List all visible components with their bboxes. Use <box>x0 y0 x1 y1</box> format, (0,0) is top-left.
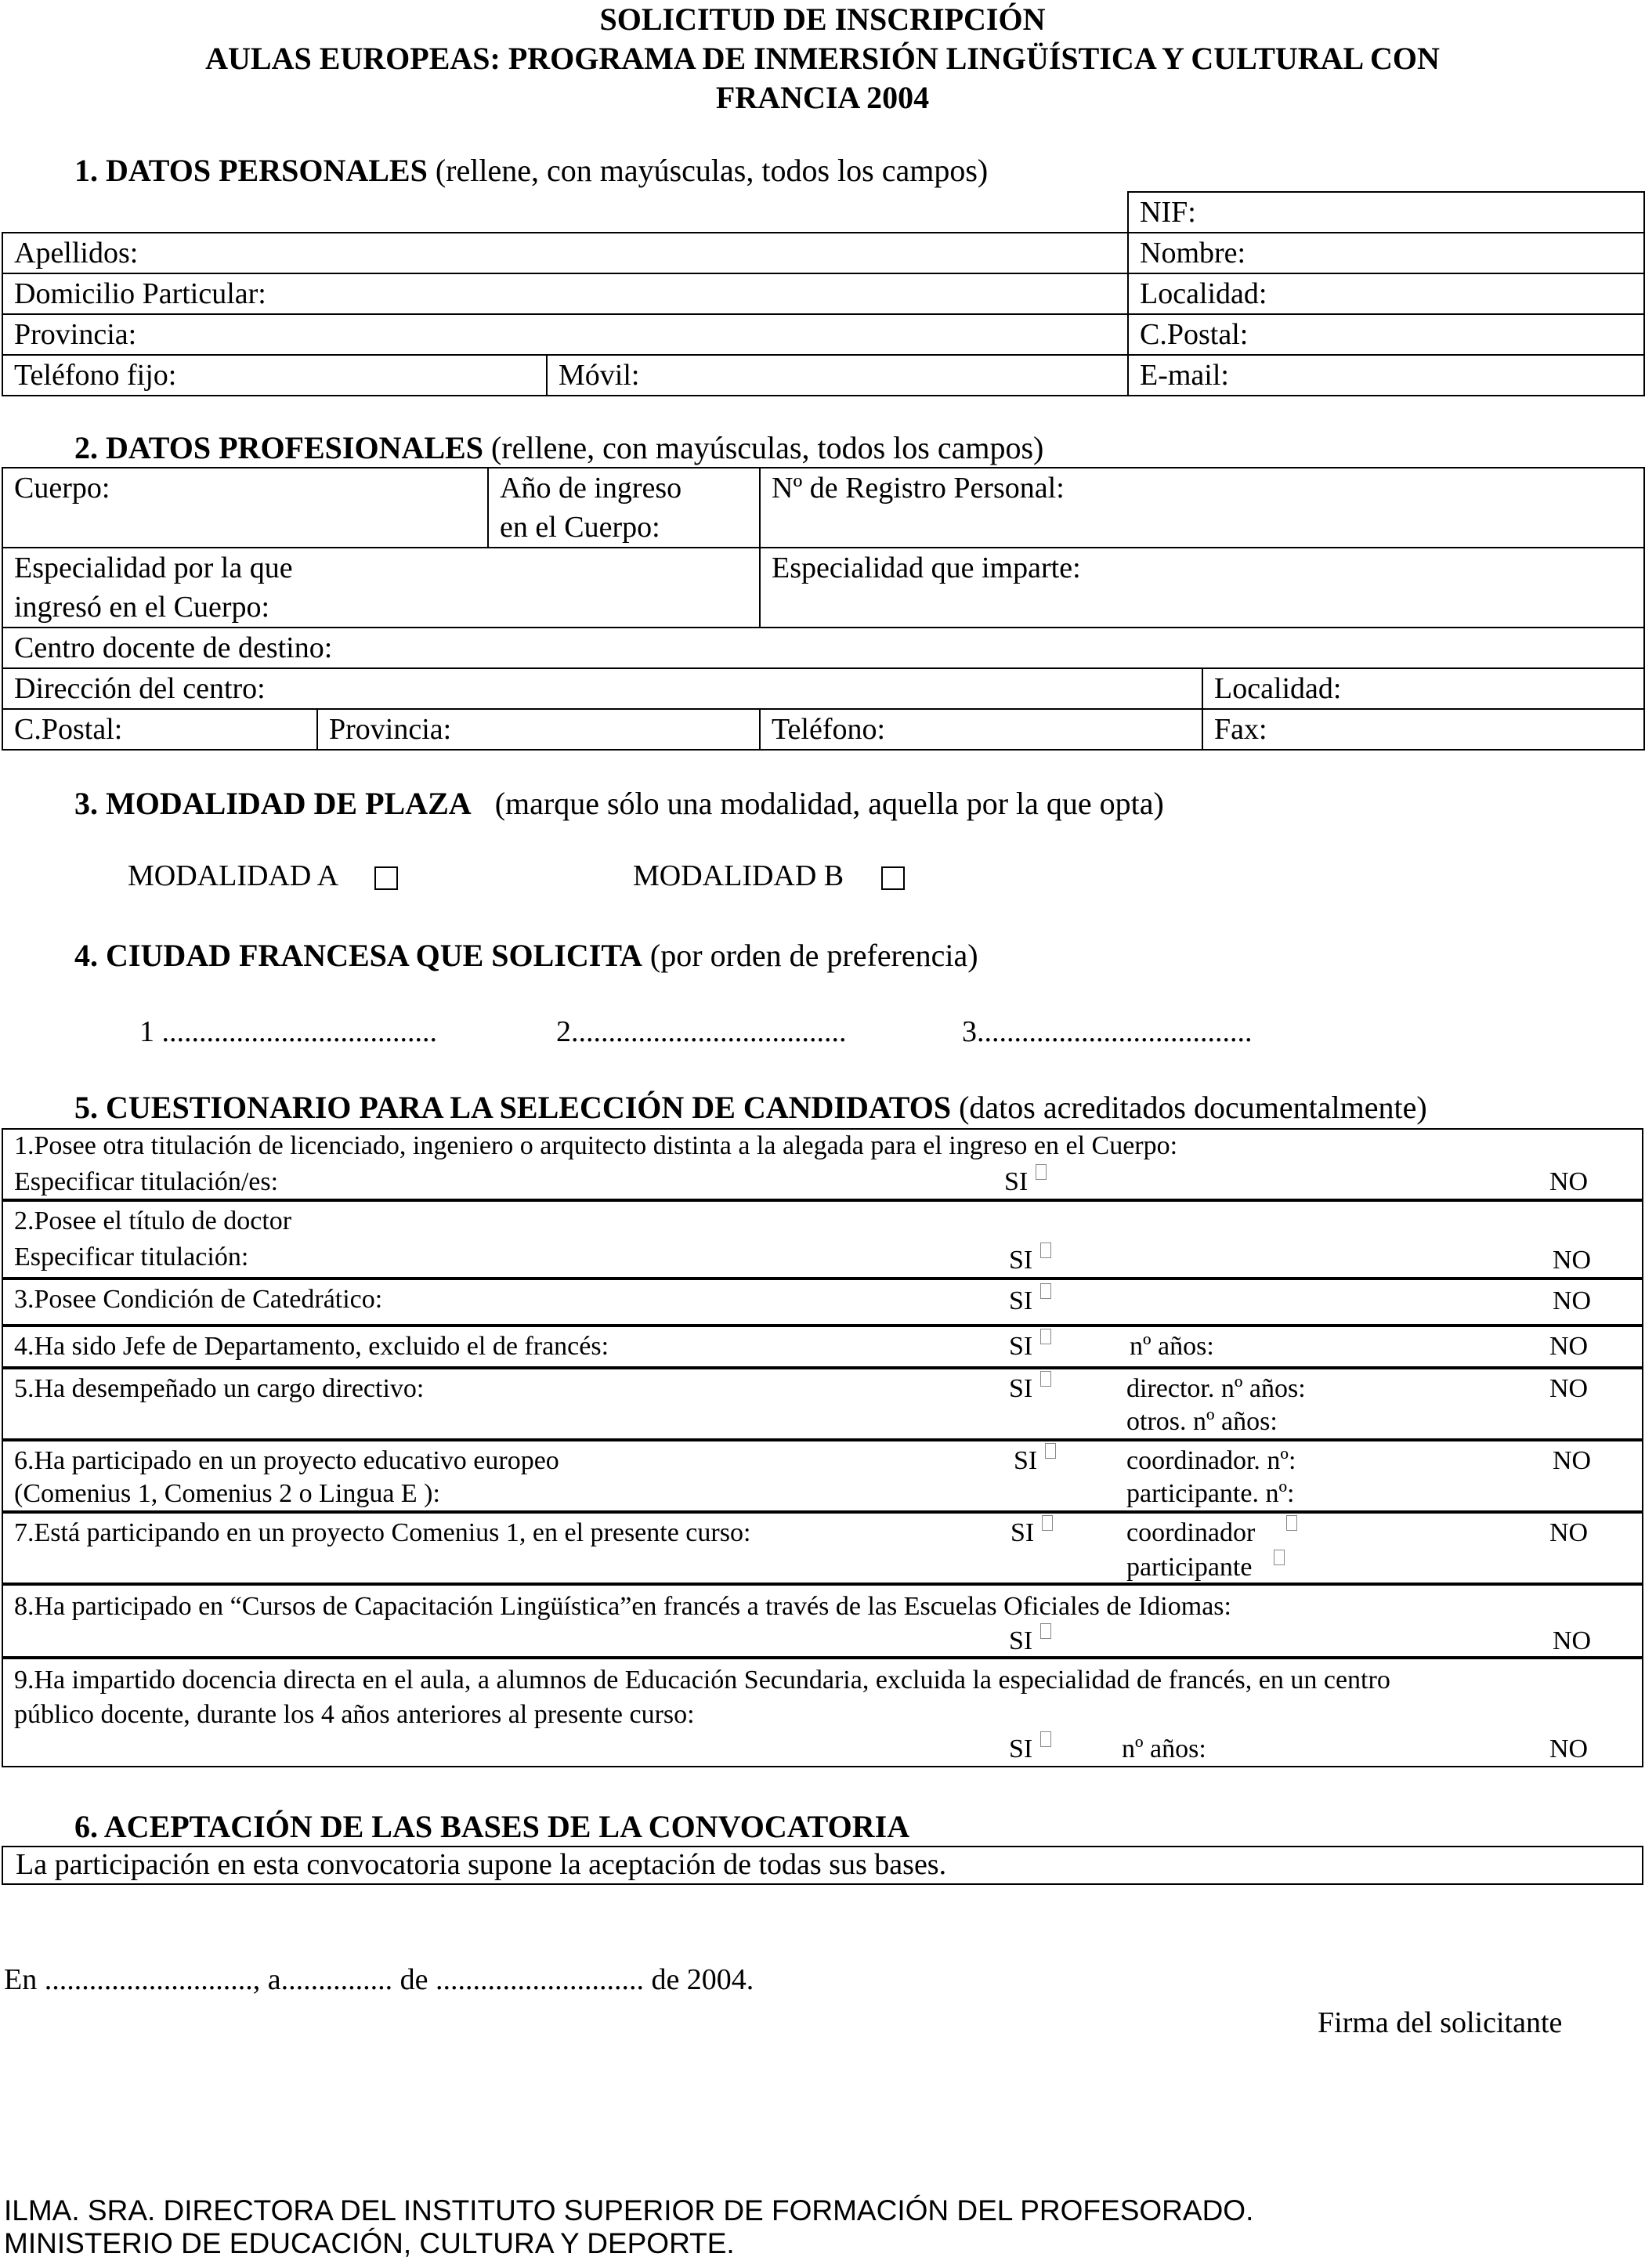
si-label: SI <box>1009 1626 1033 1655</box>
section-1-title: 1. DATOS PERSONALES <box>74 153 428 188</box>
acceptance-text: La participación en esta convocatoria supone la aceptación de todas sus bases. <box>16 1848 947 1881</box>
si-label: SI <box>1009 1332 1033 1361</box>
apellidos-field[interactable]: Apellidos: <box>2 233 1128 273</box>
question-6-no[interactable]: NO <box>1553 1446 1592 1475</box>
question-5-text: 5.Ha desempeñado un cargo directivo: <box>14 1374 425 1403</box>
si-label: SI <box>1009 1734 1033 1763</box>
title-line-3: FRANCIA 2004 <box>715 80 930 115</box>
question-3-row <box>2 1277 1643 1327</box>
checkbox-icon <box>1040 1623 1051 1639</box>
especialidad-ingreso-label-1: Especialidad por la que <box>14 552 293 584</box>
section-3-note: (marque sólo una modalidad, aquella por la que opta) <box>494 786 1164 821</box>
acceptance-box <box>2 1846 1643 1885</box>
section-5-heading <box>74 1089 1427 1126</box>
checkbox-icon <box>1045 1443 1056 1459</box>
question-7-participante[interactable] <box>1126 1550 1252 1586</box>
checkbox-icon <box>1040 1329 1051 1344</box>
section-3-title: 3. MODALIDAD DE PLAZA <box>74 786 472 821</box>
provincia-field[interactable]: Provincia: <box>2 314 1128 355</box>
si-label: SI <box>1004 1167 1029 1196</box>
section-1-heading <box>74 152 988 189</box>
question-4-row <box>2 1324 1643 1369</box>
modalidad-b <box>633 859 905 893</box>
localidad-field[interactable]: Localidad: <box>1128 273 1644 314</box>
question-9-row <box>2 1656 1643 1767</box>
section-2-note: (rellene, con mayúsculas, todos los campos) <box>490 430 1044 465</box>
question-5-row <box>2 1366 1643 1441</box>
question-9-no[interactable]: NO <box>1549 1734 1589 1763</box>
question-7-row <box>2 1510 1643 1586</box>
question-6-text: 6.Ha participado en un proyecto educativo europeo <box>14 1446 559 1475</box>
cpostal-field[interactable]: C.Postal: <box>1128 314 1644 355</box>
question-8-si[interactable] <box>1009 1623 1032 1659</box>
section-1-note: (rellene, con mayúsculas, todos los campos) <box>435 153 989 188</box>
especialidad-ingreso-field[interactable] <box>2 548 760 628</box>
question-9-si[interactable] <box>1009 1731 1032 1767</box>
question-6-row <box>2 1438 1643 1514</box>
checkbox-icon <box>1036 1164 1047 1180</box>
question-1-specify: Especificar titulación/es: <box>14 1167 279 1196</box>
section-2-title: 2. DATOS PROFESIONALES <box>74 430 483 465</box>
anio-ingreso-field[interactable] <box>488 468 760 548</box>
cpostal-centro-field[interactable]: C.Postal: <box>2 709 317 750</box>
question-8-row <box>2 1583 1643 1659</box>
section-6-heading <box>74 1808 909 1845</box>
section-3-heading <box>74 785 1164 822</box>
question-1-no[interactable]: NO <box>1549 1167 1589 1196</box>
question-1-si[interactable] <box>1004 1164 1028 1200</box>
centro-docente-field[interactable]: Centro docente de destino: <box>2 628 1644 668</box>
provincia-centro-field[interactable]: Provincia: <box>317 709 760 750</box>
checkbox-icon <box>1042 1515 1053 1531</box>
question-5-no[interactable]: NO <box>1549 1374 1589 1403</box>
modalidad-a-label: MODALIDAD A <box>128 859 338 892</box>
question-6-detail: (Comenius 1, Comenius 2 o Lingua E ): <box>14 1479 440 1508</box>
cuerpo-field[interactable]: Cuerpo: <box>2 468 488 548</box>
question-1-row <box>2 1128 1643 1202</box>
question-7-text: 7.Está participando en un proyecto Comenius 1, en el presente curso: <box>14 1518 751 1547</box>
question-6-coordinador[interactable]: coordinador. nº: <box>1126 1446 1296 1475</box>
nombre-field[interactable]: Nombre: <box>1128 233 1644 273</box>
question-3-text: 3.Posee Condición de Catedrático: <box>14 1285 383 1314</box>
signature-label: Firma del solicitante <box>1318 2006 1563 2039</box>
question-3-si[interactable] <box>1009 1283 1032 1319</box>
si-label: SI <box>1009 1286 1033 1315</box>
modalidad-a-checkbox[interactable] <box>374 866 398 890</box>
modalidad-a <box>128 859 398 893</box>
nif-field[interactable]: NIF: <box>1128 192 1644 233</box>
question-7-si[interactable] <box>1010 1515 1034 1551</box>
ciudad-2-field[interactable]: 2..................................... <box>556 1015 847 1048</box>
question-5-otros-years[interactable]: otros. nº años: <box>1126 1407 1278 1436</box>
anio-ingreso-label-1: Año de ingreso <box>500 472 682 505</box>
checkbox-icon <box>1040 1731 1051 1747</box>
question-6-si[interactable] <box>1014 1443 1037 1479</box>
title-line-1: SOLICITUD DE INSCRIPCIÓN <box>599 2 1046 37</box>
si-label: SI <box>1014 1446 1038 1475</box>
personal-data-table <box>2 191 1645 396</box>
question-9-text-1: 9.Ha impartido docencia directa en el aula, a alumnos de Educación Secundaria, excluida la especialidad de francés, en un centro <box>14 1666 1390 1695</box>
addressee-line-1: ILMA. SRA. DIRECTORA DEL INSTITUTO SUPERIOR DE FORMACIÓN DEL PROFESORADO. <box>4 2194 1254 2226</box>
fax-centro-field[interactable]: Fax: <box>1202 709 1644 750</box>
question-4-text: 4.Ha sido Jefe de Departamento, excluido el de francés: <box>14 1332 609 1361</box>
participante-label: participante <box>1126 1553 1253 1582</box>
checkbox-icon <box>1286 1515 1297 1531</box>
coordinador-label: coordinador <box>1126 1518 1256 1547</box>
especialidad-ingreso-label-2: ingresó en el Cuerpo: <box>14 591 270 624</box>
question-8-no[interactable]: NO <box>1553 1626 1592 1655</box>
telefono-field[interactable]: Teléfono fijo: <box>2 355 547 396</box>
localidad-centro-field[interactable]: Localidad: <box>1202 668 1644 709</box>
section-5-note: (datos acreditados documentalmente) <box>959 1090 1427 1125</box>
question-2-text: 2.Posee el título de doctor <box>14 1206 292 1235</box>
checkbox-icon <box>1040 1283 1051 1299</box>
movil-field[interactable]: Móvil: <box>547 355 1128 396</box>
registro-personal-field[interactable]: Nº de Registro Personal: <box>760 468 1644 548</box>
question-4-si[interactable] <box>1009 1329 1032 1365</box>
modalidad-b-label: MODALIDAD B <box>633 859 844 892</box>
title-line-2: AULAS EUROPEAS: PROGRAMA DE INMERSIÓN LINGÜÍSTICA Y CULTURAL CON <box>205 41 1440 76</box>
date-line[interactable]: En ............................, a............... de ............................ de 2004. <box>4 1963 754 1996</box>
question-2-no[interactable]: NO <box>1553 1246 1592 1275</box>
question-7-coordinador[interactable] <box>1126 1515 1255 1551</box>
question-1-text: 1.Posee otra titulación de licenciado, ingeniero o arquitecto distinta a la alegada para el ingreso en el Cuerpo: <box>14 1131 1178 1160</box>
section-5-title: 5. CUESTIONARIO PARA LA SELECCIÓN DE CANDIDATOS <box>74 1090 952 1125</box>
question-8-text: 8.Ha participado en “Cursos de Capacitación Lingüística”en francés a través de las Escuelas Oficiales de Idiomas: <box>14 1592 1231 1621</box>
question-6-participante[interactable]: participante. nº: <box>1126 1479 1295 1508</box>
question-2-row <box>2 1199 1643 1280</box>
anio-ingreso-label-2: en el Cuerpo: <box>500 511 660 544</box>
ciudad-1-field[interactable]: 1 ..................................... <box>139 1015 437 1048</box>
question-4-no[interactable]: NO <box>1549 1332 1589 1361</box>
ciudad-3-field[interactable]: 3..................................... <box>962 1015 1253 1048</box>
question-7-no[interactable]: NO <box>1549 1518 1589 1547</box>
question-2-si[interactable] <box>1009 1243 1032 1279</box>
checkbox-icon <box>1274 1550 1285 1565</box>
professional-data-table <box>2 467 1645 751</box>
section-2-heading <box>74 429 1043 466</box>
question-2-specify: Especificar titulación: <box>14 1243 249 1271</box>
question-5-director-years[interactable]: director. nº años: <box>1126 1374 1306 1403</box>
email-field[interactable]: E-mail: <box>1128 355 1644 396</box>
section-4-title: 4. CIUDAD FRANCESA QUE SOLICITA <box>74 938 642 973</box>
question-3-no[interactable]: NO <box>1553 1286 1592 1315</box>
modalidad-b-checkbox[interactable] <box>881 866 905 890</box>
checkbox-icon <box>1040 1243 1051 1258</box>
domicilio-field[interactable]: Domicilio Particular: <box>2 273 1128 314</box>
si-label: SI <box>1009 1246 1033 1275</box>
addressee-line-2: MINISTERIO DE EDUCACIÓN, CULTURA Y DEPORTE. <box>4 2227 735 2259</box>
question-5-si[interactable] <box>1009 1371 1032 1407</box>
telefono-centro-field[interactable]: Teléfono: <box>760 709 1202 750</box>
section-6-title: 6. ACEPTACIÓN DE LAS BASES DE LA CONVOCATORIA <box>74 1809 910 1844</box>
si-label: SI <box>1009 1374 1033 1403</box>
direccion-centro-field[interactable]: Dirección del centro: <box>2 668 1202 709</box>
section-4-heading <box>74 937 978 974</box>
question-4-years[interactable]: nº años: <box>1130 1332 1214 1361</box>
especialidad-imparte-field[interactable]: Especialidad que imparte: <box>760 548 1644 628</box>
question-9-text-2: público docente, durante los 4 años anteriores al presente curso: <box>14 1700 695 1729</box>
checkbox-icon <box>1040 1371 1051 1387</box>
si-label: SI <box>1010 1518 1035 1547</box>
section-4-note: (por orden de preferencia) <box>649 938 978 973</box>
question-9-years[interactable]: nº años: <box>1122 1734 1206 1763</box>
